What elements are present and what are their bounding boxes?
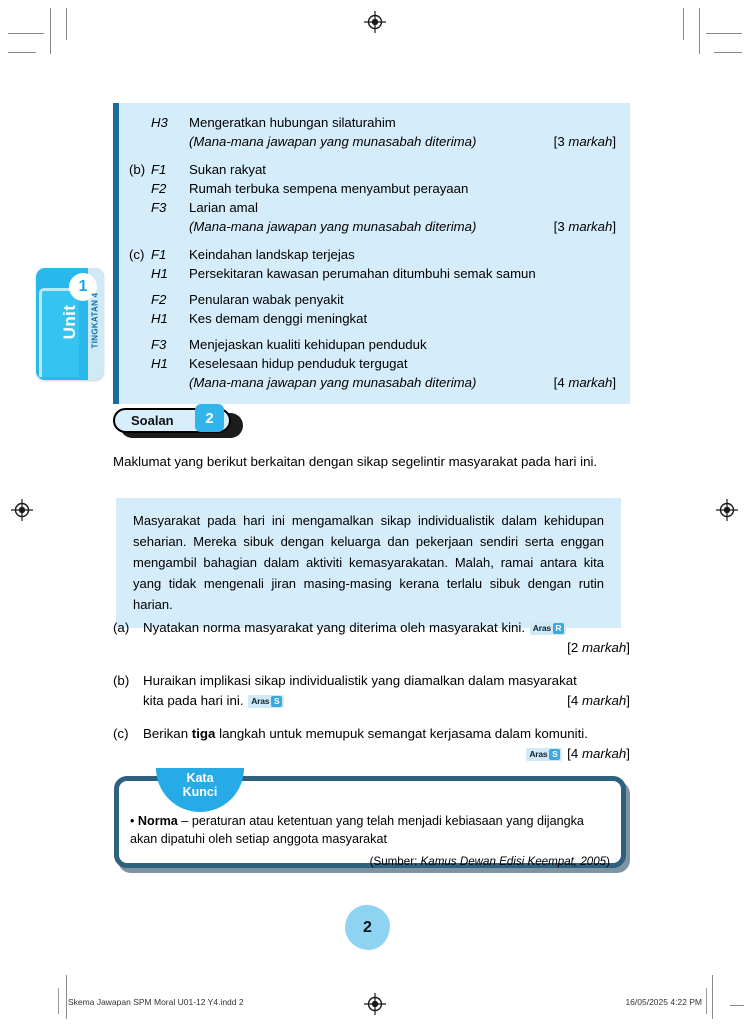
answer-row-text: Penularan wabak penyakit <box>189 292 344 307</box>
marks-c: [4 markah] <box>567 745 630 761</box>
registration-mark-bottom <box>364 993 386 1015</box>
question-stem: Maklumat yang berikut berkaitan dengan sikap segelintir masyarakat pada hari ini. <box>113 454 598 469</box>
kata-kunci-term: Norma <box>137 814 178 828</box>
registration-mark-top <box>364 11 386 33</box>
crop-mark-top-right-vertical <box>699 8 700 54</box>
page-number-blob <box>345 905 390 950</box>
answer-row-code: H3 <box>151 115 168 130</box>
questions-list <box>113 618 630 777</box>
answer-row-marks: [4 markah] <box>553 375 616 390</box>
kata-kunci-tab-line1: Kata <box>186 771 214 785</box>
answer-row-text: Menjejaskan kualiti kehidupan penduduk <box>189 337 427 352</box>
answer-row-text: Mengeratkan hubungan silaturahim <box>189 115 396 130</box>
aras-word-b: Aras <box>251 695 270 706</box>
aras-word-a: Aras <box>532 623 551 633</box>
answer-group-gap <box>125 236 616 245</box>
question-text-c <box>143 724 630 744</box>
answer-row-text: Rumah terbuka sempena menyambut perayaan <box>189 181 469 196</box>
question-text-b-line2 <box>143 691 630 711</box>
kata-kunci-bullet: • <box>130 814 135 828</box>
answer-subgroup-gap <box>125 283 616 290</box>
answer-row <box>125 245 616 264</box>
source-suffix: ) <box>606 854 610 868</box>
answer-row <box>125 264 616 283</box>
question-body-a <box>143 618 630 658</box>
answer-row-text: Keindahan landskap terjejas <box>189 247 355 262</box>
aras-letter-a: R <box>553 623 564 634</box>
crop-mark-bottom-right-tick <box>730 1005 744 1006</box>
footer-rule-right <box>706 988 707 1014</box>
aras-letter-c: S <box>549 749 560 760</box>
question-header-badge <box>113 408 243 436</box>
question-item-c <box>113 724 630 764</box>
answer-row-code: F3 <box>151 337 167 352</box>
unit-side-tab <box>36 268 104 380</box>
unit-number-badge: 1 <box>69 273 97 301</box>
crop-mark-top-left-bleed <box>8 52 36 53</box>
aras-badge-c <box>526 748 562 761</box>
stimulus-box: Masyarakat pada hari ini mengamalkan sikap individualistik dalam kehidupan seharian. Mereka sibuk dengan keluarga dan pekerjaan sendiri serta enggan mengambil bahagian dalam aktiviti kemasyarakatan. Malah, ramai antara kita yang tidak mengenali jiran masing-masing kerana terlalu sibuk dengan rutin harian. <box>116 498 621 628</box>
answer-row <box>125 309 616 328</box>
answer-row <box>125 113 616 132</box>
answer-row-code: F2 <box>151 292 167 307</box>
unit-label: Unit <box>60 304 79 340</box>
aras-letter-b: S <box>271 696 282 707</box>
question-body-b <box>143 671 630 711</box>
answer-row-code: H1 <box>151 266 168 281</box>
question-item-b <box>113 671 630 711</box>
page-number-text: 2 <box>363 918 372 936</box>
question-label-b: (b) <box>113 672 130 688</box>
answer-row-code: F1 <box>151 162 167 177</box>
question-label-a: (a) <box>113 620 130 635</box>
kata-kunci-content <box>114 812 626 870</box>
kata-kunci-panel <box>114 771 630 873</box>
answer-row <box>125 335 616 354</box>
answer-rows-container <box>125 113 616 392</box>
answer-row-text: Keselesaan hidup penduduk tergugat <box>189 356 408 371</box>
answer-row-text: Larian amal <box>189 200 258 215</box>
question-text-c-after: langkah untuk memupuk semangat kerjasama dalam komuniti. <box>215 725 588 741</box>
answer-row-label: (c) <box>129 247 145 262</box>
answer-row <box>125 373 616 392</box>
crop-mark-top-left-vertical <box>50 8 51 54</box>
answer-row-text: (Mana-mana jawapan yang munasabah diterima) <box>189 375 477 390</box>
answer-row-code: H1 <box>151 356 168 371</box>
answer-row-marks: [3 markah] <box>553 134 616 149</box>
question-header-label: Soalan <box>131 413 174 428</box>
crop-mark-top-left-inner <box>66 8 67 40</box>
source-prefix: (Sumber: <box>369 854 421 868</box>
answer-row-text: Sukan rakyat <box>189 162 266 177</box>
footer-timestamp: 16/05/2025 4:22 PM <box>625 997 702 1007</box>
answer-row-code: F3 <box>151 200 167 215</box>
crop-mark-top-right-bleed <box>714 52 742 53</box>
marks-a: [2 markah] <box>567 639 630 655</box>
kata-kunci-definition: – peraturan atau ketentuan yang telah menjadi kebiasaan yang dijangka akan dipatuhi oleh setiap anggota masyarakat <box>130 814 584 847</box>
answer-row-text: Persekitaran kawasan perumahan ditumbuhi semak samun <box>189 266 536 281</box>
answer-row-code: F2 <box>151 181 167 196</box>
form-level-label: TINGKATAN 4 <box>90 292 100 349</box>
footer-rule-left <box>58 988 59 1014</box>
question-body-c <box>143 724 630 764</box>
crop-mark-top-left-horizontal <box>8 33 44 34</box>
crop-mark-bottom-right-vertical <box>712 975 713 1019</box>
answer-scheme-box <box>113 103 630 404</box>
answer-group-gap <box>125 151 616 160</box>
aras-badge-b <box>248 695 284 708</box>
answer-row-label: (b) <box>129 162 146 177</box>
registration-mark-right <box>716 499 738 521</box>
marks-b: [4 markah] <box>567 692 630 708</box>
kata-kunci-tab-line2: Kunci <box>182 785 218 800</box>
answer-row <box>125 198 616 217</box>
answer-row-text: (Mana-mana jawapan yang munasabah diterima) <box>189 219 477 234</box>
question-item-a <box>113 618 630 658</box>
kata-kunci-source <box>130 854 610 871</box>
footer-filename: Skema Jawapan SPM Moral U01-12 Y4.indd 2 <box>68 997 244 1007</box>
question-text-b-line1: Huraikan implikasi sikap individualistik yang diamalkan dalam masyarakat <box>143 672 577 688</box>
kata-kunci-entry <box>130 812 610 849</box>
question-number-badge: 2 <box>195 404 224 432</box>
answer-row <box>125 354 616 373</box>
crop-mark-top-right-inner <box>683 8 684 40</box>
answer-row-code: F1 <box>151 247 167 262</box>
marks-row-c <box>143 744 630 764</box>
aras-word-c: Aras <box>529 748 548 759</box>
answer-row <box>125 179 616 198</box>
answer-subgroup-gap <box>125 328 616 335</box>
question-text-a: Nyatakan norma masyarakat yang diterima oleh masyarakat kini. <box>143 620 526 635</box>
answer-row <box>125 160 616 179</box>
question-text-c-before: Berikan <box>143 725 192 741</box>
source-title: Kamus Dewan Edisi Keempat, 2005 <box>420 854 607 868</box>
answer-row-code: H1 <box>151 311 168 326</box>
crop-mark-bottom-left-vertical <box>66 975 67 1019</box>
question-text-c-bold: tiga <box>191 725 216 741</box>
answer-row <box>125 217 616 236</box>
question-label-c: (c) <box>113 725 129 741</box>
crop-mark-top-right-horizontal <box>706 33 742 34</box>
registration-mark-left <box>11 499 33 521</box>
question-text-b-cont: kita pada hari ini. <box>143 692 244 708</box>
answer-row-marks: [3 markah] <box>553 219 616 234</box>
aras-badge-a <box>530 622 566 635</box>
answer-row <box>125 290 616 309</box>
answer-row-text: (Mana-mana jawapan yang munasabah diterima) <box>189 134 477 149</box>
answer-row <box>125 132 616 151</box>
answer-row-text: Kes demam denggi meningkat <box>189 311 368 326</box>
